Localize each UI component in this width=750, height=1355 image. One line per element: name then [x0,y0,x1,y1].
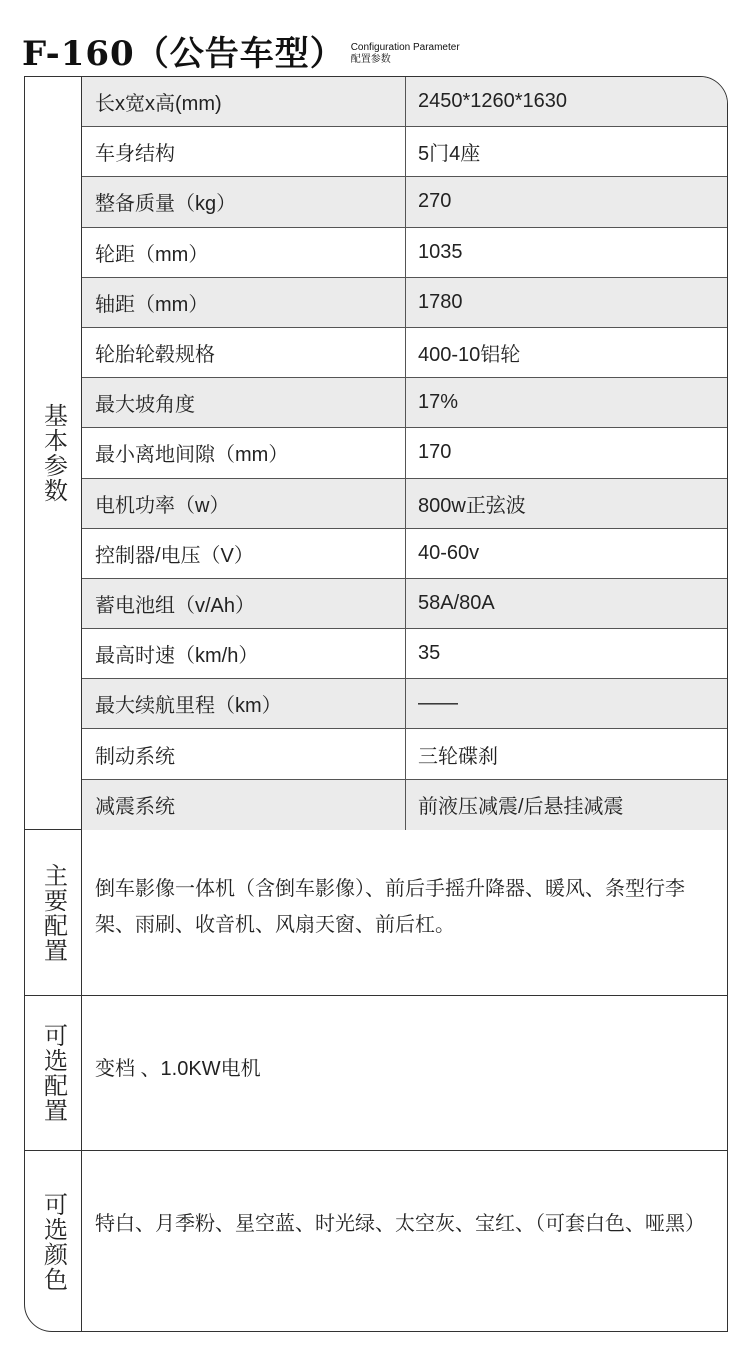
section-label-optional-config: 可选配置 [25,996,82,1150]
section-label-main-config: 主要配置 [25,830,82,995]
spec-key: 最大续航里程（km） [82,679,406,728]
spec-key: 蓄电池组（v/Ah） [82,579,406,628]
spec-value: 170 [418,441,452,464]
spec-key: 最大坡角度 [82,378,406,427]
subtitle-chinese: 配置参数 [350,54,391,65]
spec-table [24,76,728,1332]
title-subtitle [351,42,460,66]
spec-value: 400-10铝轮 [418,344,521,367]
main-config-section [25,830,727,996]
model-title: F-160（公告车型） [22,34,345,74]
spec-row [82,177,727,227]
spec-value: 三轮碟刹 [418,745,498,768]
spec-row [82,428,727,478]
spec-row [82,228,727,278]
spec-row [82,529,727,579]
spec-key: 轮距（mm） [82,228,406,277]
basic-params-section [25,77,727,830]
spec-value: 270 [418,190,452,213]
spec-row [82,278,727,328]
spec-value: 35 [418,642,441,665]
spec-row [82,679,727,729]
spec-value: 1780 [418,290,463,313]
spec-value: 40-60v [418,541,480,564]
spec-row [82,77,727,127]
optional-config-section [25,996,727,1151]
spec-key: 控制器/电压（V） [82,529,406,578]
optional-config-text: 变档 、1.0KW电机 [95,1058,261,1080]
spec-value: 1035 [418,240,463,263]
spec-value: 5门4座 [418,143,481,166]
subtitle-english: Configuration Parameter [350,42,460,53]
spec-value: —— [418,692,458,715]
basic-params-rows [82,77,727,830]
main-config-text: 倒车影像一体机（含倒车影像）、前后手摇升降器、暖风、条型行李架、雨刷、收音机、风扇天窗、前后杠。 [95,878,685,936]
section-label-optional-colors: 可选颜色 [25,1151,82,1332]
spec-row [82,479,727,529]
spec-key: 轴距（mm） [82,278,406,327]
spec-row [82,629,727,679]
spec-key: 车身结构 [82,127,406,176]
spec-row [82,328,727,378]
spec-value: 58A/80A [418,591,495,614]
spec-value: 2450*1260*1630 [418,90,568,113]
optional-colors-section [25,1151,727,1332]
spec-row [82,780,727,830]
spec-key: 电机功率（w） [82,479,406,528]
spec-key: 最小离地间隙（mm） [82,428,406,477]
spec-key: 最高时速（km/h） [82,629,406,678]
spec-key: 制动系统 [82,729,406,778]
optional-colors-text: 特白、月季粉、星空蓝、时光绿、太空灰、宝红、（可套白色、哑黑） [95,1213,705,1235]
spec-value: 前液压减震/后悬挂减震 [418,796,624,819]
spec-key: 轮胎轮毂规格 [82,328,406,377]
spec-row [82,579,727,629]
spec-key: 长x宽x高(mm) [82,77,406,126]
spec-row [82,729,727,779]
spec-key: 整备质量（kg） [82,177,406,226]
spec-key: 减震系统 [82,780,406,830]
page-title [22,24,460,74]
spec-value: 17% [418,391,459,414]
spec-row [82,378,727,428]
spec-value: 800w正弦波 [418,494,526,517]
section-label-basic: 基本参数 [25,77,82,829]
spec-row [82,127,727,177]
